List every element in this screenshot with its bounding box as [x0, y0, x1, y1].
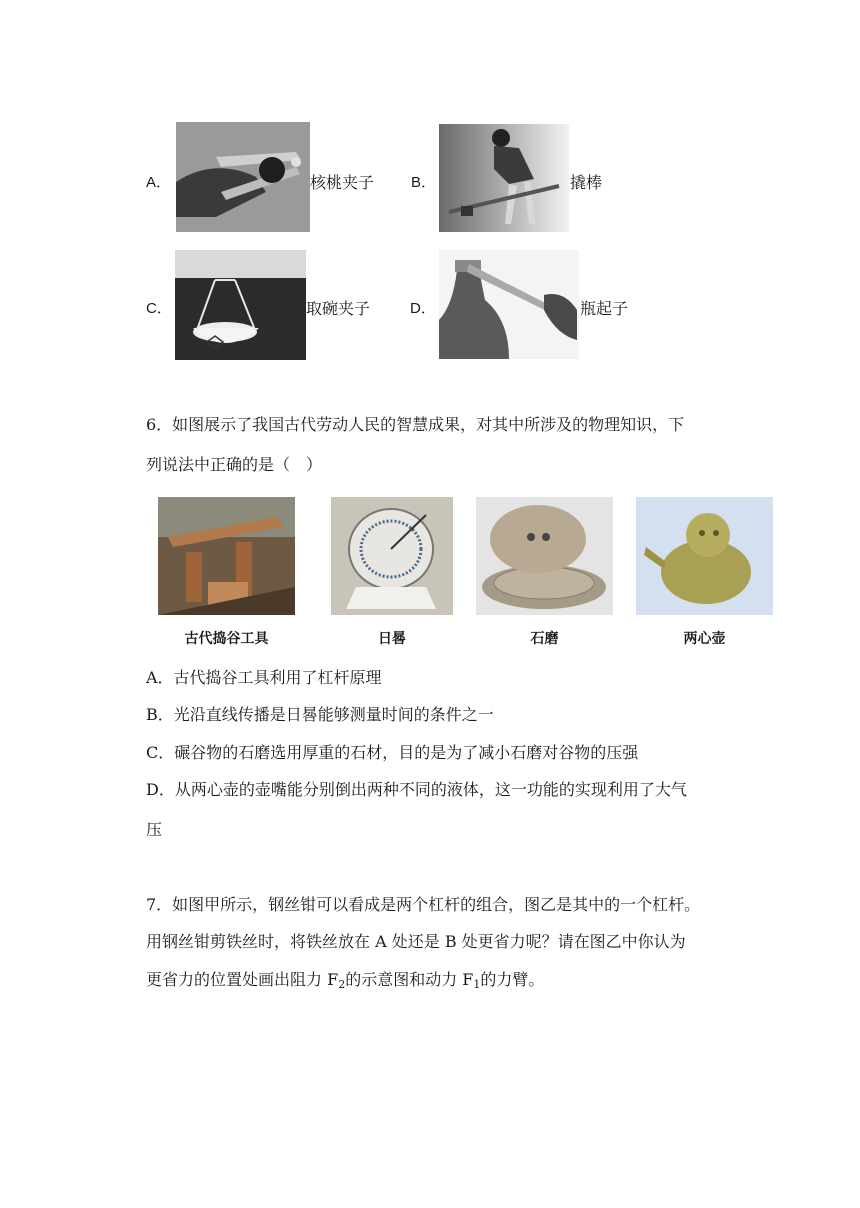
option-c-caption: 取碗夹子	[306, 299, 371, 318]
option-a-caption: 核桃夹子	[310, 173, 375, 192]
bowl-clamp-photo	[175, 250, 306, 360]
option-b-letter: B．	[411, 174, 437, 191]
q6-option-d: D．从两心壶的壶嘴能分别倒出两种不同的液体，这一功能的实现利用了大气	[146, 780, 687, 799]
nutcracker-photo	[176, 122, 310, 232]
q6-option-a: A．古代捣谷工具利用了杠杆原理	[146, 668, 382, 687]
stone-mill-photo	[476, 497, 613, 615]
option-a-letter: A．	[146, 174, 172, 191]
option-b-caption: 撬棒	[570, 173, 603, 192]
two-heart-pot-photo	[636, 497, 773, 615]
grain-pounder-photo	[158, 497, 295, 615]
caption-two-heart-pot: 两心壶	[683, 631, 726, 647]
q6-option-b: B．光沿直线传播是日晷能够测量时间的条件之一	[146, 705, 494, 724]
option-c-letter: C．	[146, 300, 172, 317]
q6-option-c: C．碾谷物的石磨选用厚重的石材，目的是为了减小石磨对谷物的压强	[146, 743, 639, 762]
q7-line2: 用钢丝钳剪铁丝时，将铁丝放在 A 处还是 B 处更省力呢？请在图乙中你认为	[146, 932, 686, 951]
q7-line3: 更省力的位置处画出阻力 $F_2$的示意图和动力 $F_1$的力臂。	[146, 970, 545, 991]
caption-sundial: 日晷	[378, 631, 406, 647]
sundial-photo	[331, 497, 453, 615]
option-d-caption: 瓶起子	[580, 299, 629, 318]
bottle-opener-photo	[439, 250, 579, 359]
caption-stone-mill: 石磨	[530, 631, 559, 647]
q6-stem-line2: 列说法中正确的是（ ）	[146, 455, 323, 474]
q6-option-d-continued: 压	[146, 820, 163, 839]
caption-grain-pounder: 古代捣谷工具	[184, 631, 269, 647]
q6-stem-line1: 6．如图展示了我国古代劳动人民的智慧成果，对其中所涉及的物理知识，下	[146, 415, 685, 434]
q7-line1: 7．如图甲所示，钢丝钳可以看成是两个杠杆的组合，图乙是其中的一个杠杆。	[146, 895, 701, 914]
option-d-letter: D．	[410, 300, 436, 317]
crowbar-photo	[439, 124, 569, 232]
